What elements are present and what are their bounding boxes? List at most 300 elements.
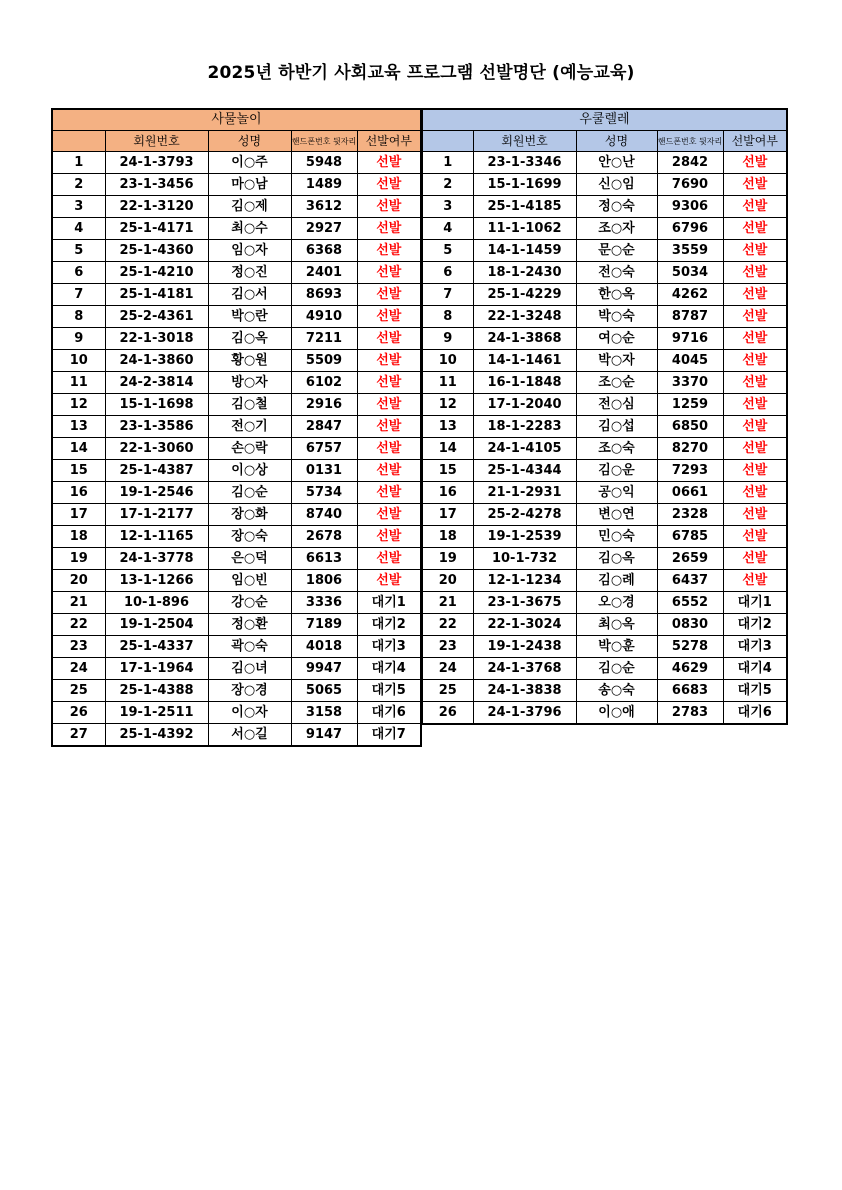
col-header-member-id: 회원번호	[105, 131, 208, 152]
table-row	[422, 570, 787, 592]
member-id: 22-1-3248	[473, 306, 576, 328]
table-row	[52, 240, 421, 262]
table-row	[52, 372, 421, 394]
table-row	[422, 394, 787, 416]
phone-last4: 2916	[291, 394, 357, 416]
table-row	[52, 548, 421, 570]
member-name: 박○자	[576, 350, 657, 372]
selection-status: 선발	[723, 284, 787, 306]
selection-status: 선발	[723, 328, 787, 350]
selection-status: 선발	[723, 372, 787, 394]
col-header-status: 선발여부	[357, 131, 421, 152]
row-index: 12	[422, 394, 473, 416]
member-name: 황○원	[208, 350, 291, 372]
selection-status: 선발	[723, 196, 787, 218]
selection-status: 대기5	[357, 680, 421, 702]
table-row	[422, 438, 787, 460]
member-id: 22-1-3018	[105, 328, 208, 350]
member-id: 24-2-3814	[105, 372, 208, 394]
member-id: 10-1-896	[105, 592, 208, 614]
selection-status: 선발	[357, 416, 421, 438]
member-name: 김○녀	[208, 658, 291, 680]
member-name: 김○례	[576, 570, 657, 592]
selection-status: 대기1	[723, 592, 787, 614]
column-header-row	[422, 131, 787, 152]
row-index: 4	[52, 218, 105, 240]
phone-last4: 3370	[657, 372, 723, 394]
table-row	[422, 658, 787, 680]
member-name: 오○경	[576, 592, 657, 614]
row-index: 10	[422, 350, 473, 372]
phone-last4: 2783	[657, 702, 723, 725]
row-index: 6	[52, 262, 105, 284]
member-id: 22-1-3120	[105, 196, 208, 218]
member-id: 22-1-3024	[473, 614, 576, 636]
row-index: 14	[52, 438, 105, 460]
member-id: 19-1-2511	[105, 702, 208, 724]
member-id: 24-1-3768	[473, 658, 576, 680]
phone-last4: 1806	[291, 570, 357, 592]
phone-last4: 2847	[291, 416, 357, 438]
phone-last4: 7189	[291, 614, 357, 636]
selection-status: 선발	[723, 548, 787, 570]
phone-last4: 8270	[657, 438, 723, 460]
row-index: 15	[52, 460, 105, 482]
row-index: 12	[52, 394, 105, 416]
row-index: 15	[422, 460, 473, 482]
phone-last4: 6102	[291, 372, 357, 394]
member-name: 이○상	[208, 460, 291, 482]
phone-last4: 6796	[657, 218, 723, 240]
phone-last4: 5948	[291, 152, 357, 174]
row-index: 18	[422, 526, 473, 548]
row-index: 24	[52, 658, 105, 680]
member-id: 12-1-1234	[473, 570, 576, 592]
row-index: 19	[422, 548, 473, 570]
selection-status: 선발	[357, 526, 421, 548]
table-row	[422, 350, 787, 372]
member-id: 23-1-3675	[473, 592, 576, 614]
phone-last4: 2328	[657, 504, 723, 526]
table-row	[52, 636, 421, 658]
row-index: 3	[52, 196, 105, 218]
phone-last4: 2842	[657, 152, 723, 174]
col-header-index	[52, 131, 105, 152]
selection-status: 선발	[723, 416, 787, 438]
selection-status: 선발	[357, 262, 421, 284]
member-name: 공○익	[576, 482, 657, 504]
member-name: 서○길	[208, 724, 291, 747]
member-id: 24-1-3793	[105, 152, 208, 174]
member-id: 25-2-4278	[473, 504, 576, 526]
member-id: 23-1-3456	[105, 174, 208, 196]
member-id: 24-1-3860	[105, 350, 208, 372]
member-name: 이○주	[208, 152, 291, 174]
member-name: 전○심	[576, 394, 657, 416]
phone-last4: 2401	[291, 262, 357, 284]
member-name: 곽○숙	[208, 636, 291, 658]
table-row	[422, 460, 787, 482]
member-name: 손○락	[208, 438, 291, 460]
row-index: 6	[422, 262, 473, 284]
selection-status: 선발	[357, 328, 421, 350]
table-row	[52, 526, 421, 548]
member-id: 25-2-4361	[105, 306, 208, 328]
selection-status: 선발	[723, 570, 787, 592]
member-id: 22-1-3060	[105, 438, 208, 460]
selection-status: 선발	[357, 460, 421, 482]
table-row	[52, 152, 421, 174]
table-row	[422, 504, 787, 526]
member-name: 김○운	[576, 460, 657, 482]
table-row	[422, 636, 787, 658]
phone-last4: 6437	[657, 570, 723, 592]
table-row	[52, 504, 421, 526]
phone-last4: 9147	[291, 724, 357, 747]
phone-last4: 4629	[657, 658, 723, 680]
phone-last4: 7690	[657, 174, 723, 196]
phone-last4: 0661	[657, 482, 723, 504]
row-index: 17	[52, 504, 105, 526]
member-name: 박○훈	[576, 636, 657, 658]
selection-status: 선발	[723, 306, 787, 328]
phone-last4: 6850	[657, 416, 723, 438]
col-header-index	[422, 131, 473, 152]
table-row	[52, 218, 421, 240]
row-index: 17	[422, 504, 473, 526]
member-id: 24-1-4105	[473, 438, 576, 460]
member-name: 박○숙	[576, 306, 657, 328]
group-title: 우쿨렐레	[422, 109, 787, 131]
member-name: 김○서	[208, 284, 291, 306]
row-index: 23	[52, 636, 105, 658]
member-name: 전○숙	[576, 262, 657, 284]
row-index: 26	[52, 702, 105, 724]
table-row	[422, 614, 787, 636]
row-index: 5	[52, 240, 105, 262]
phone-last4: 9306	[657, 196, 723, 218]
member-name: 은○덕	[208, 548, 291, 570]
member-id: 25-1-4337	[105, 636, 208, 658]
phone-last4: 8693	[291, 284, 357, 306]
group-header-row	[422, 109, 787, 131]
col-header-phone: 핸드폰번호 뒷자리	[291, 131, 357, 152]
row-index: 1	[422, 152, 473, 174]
member-id: 14-1-1461	[473, 350, 576, 372]
row-index: 21	[422, 592, 473, 614]
member-id: 18-1-2430	[473, 262, 576, 284]
member-name: 정○환	[208, 614, 291, 636]
table-row	[422, 680, 787, 702]
member-id: 18-1-2283	[473, 416, 576, 438]
member-id: 19-1-2438	[473, 636, 576, 658]
row-index: 7	[422, 284, 473, 306]
table-row	[52, 724, 421, 747]
phone-last4: 4018	[291, 636, 357, 658]
member-id: 25-1-4388	[105, 680, 208, 702]
table-row	[422, 372, 787, 394]
row-index: 2	[422, 174, 473, 196]
phone-last4: 2678	[291, 526, 357, 548]
member-name: 김○옥	[208, 328, 291, 350]
col-header-phone: 핸드폰번호 뒷자리	[657, 131, 723, 152]
member-name: 장○화	[208, 504, 291, 526]
member-name: 정○진	[208, 262, 291, 284]
member-name: 김○순	[208, 482, 291, 504]
phone-last4: 3559	[657, 240, 723, 262]
table-row	[422, 416, 787, 438]
row-index: 26	[422, 702, 473, 725]
selection-status: 대기4	[357, 658, 421, 680]
samulnori-table	[51, 108, 422, 747]
row-index: 14	[422, 438, 473, 460]
row-index: 5	[422, 240, 473, 262]
selection-status: 선발	[357, 548, 421, 570]
selection-status: 선발	[357, 350, 421, 372]
phone-last4: 1489	[291, 174, 357, 196]
phone-last4: 1259	[657, 394, 723, 416]
selection-status: 선발	[357, 174, 421, 196]
phone-last4: 6683	[657, 680, 723, 702]
table-row	[422, 174, 787, 196]
table-row	[422, 702, 787, 725]
member-id: 24-1-3838	[473, 680, 576, 702]
table-row	[422, 328, 787, 350]
member-id: 15-1-1699	[473, 174, 576, 196]
member-name: 강○순	[208, 592, 291, 614]
row-index: 3	[422, 196, 473, 218]
table-row	[52, 306, 421, 328]
member-id: 12-1-1165	[105, 526, 208, 548]
member-name: 장○숙	[208, 526, 291, 548]
selection-status: 선발	[357, 284, 421, 306]
col-header-name: 성명	[208, 131, 291, 152]
table-row	[52, 460, 421, 482]
row-index: 27	[52, 724, 105, 747]
member-name: 한○옥	[576, 284, 657, 306]
member-name: 김○제	[208, 196, 291, 218]
table-row	[52, 702, 421, 724]
member-id: 25-1-4210	[105, 262, 208, 284]
member-name: 민○숙	[576, 526, 657, 548]
row-index: 22	[52, 614, 105, 636]
phone-last4: 5065	[291, 680, 357, 702]
table-row	[422, 482, 787, 504]
member-name: 조○순	[576, 372, 657, 394]
selection-status: 선발	[357, 306, 421, 328]
member-id: 10-1-732	[473, 548, 576, 570]
member-name: 임○자	[208, 240, 291, 262]
member-id: 17-1-2177	[105, 504, 208, 526]
col-header-status: 선발여부	[723, 131, 787, 152]
table-row	[52, 262, 421, 284]
member-name: 김○철	[208, 394, 291, 416]
row-index: 8	[422, 306, 473, 328]
selection-status: 대기3	[723, 636, 787, 658]
selection-status: 선발	[723, 262, 787, 284]
row-index: 19	[52, 548, 105, 570]
row-index: 20	[52, 570, 105, 592]
selection-status: 선발	[723, 152, 787, 174]
member-id: 19-1-2546	[105, 482, 208, 504]
row-index: 23	[422, 636, 473, 658]
member-id: 17-1-1964	[105, 658, 208, 680]
row-index: 10	[52, 350, 105, 372]
row-index: 22	[422, 614, 473, 636]
phone-last4: 4045	[657, 350, 723, 372]
selection-status: 선발	[723, 174, 787, 196]
member-id: 17-1-2040	[473, 394, 576, 416]
member-id: 25-1-4185	[473, 196, 576, 218]
member-id: 25-1-4392	[105, 724, 208, 747]
member-name: 정○숙	[576, 196, 657, 218]
member-name: 여○순	[576, 328, 657, 350]
phone-last4: 5734	[291, 482, 357, 504]
selection-status: 대기6	[723, 702, 787, 725]
member-name: 장○경	[208, 680, 291, 702]
selection-status: 대기2	[357, 614, 421, 636]
member-id: 25-1-4181	[105, 284, 208, 306]
member-id: 13-1-1266	[105, 570, 208, 592]
row-index: 24	[422, 658, 473, 680]
row-index: 8	[52, 306, 105, 328]
member-name: 안○난	[576, 152, 657, 174]
table-row	[422, 152, 787, 174]
table-row	[422, 306, 787, 328]
table-row	[52, 350, 421, 372]
page-title: 2025년 하반기 사회교육 프로그램 선발명단 (예능교육)	[207, 63, 635, 83]
table-row	[52, 284, 421, 306]
selection-status: 선발	[357, 372, 421, 394]
member-id: 16-1-1848	[473, 372, 576, 394]
ukulele-table	[421, 108, 788, 725]
row-index: 4	[422, 218, 473, 240]
member-id: 19-1-2504	[105, 614, 208, 636]
row-index: 21	[52, 592, 105, 614]
phone-last4: 2659	[657, 548, 723, 570]
phone-last4: 5278	[657, 636, 723, 658]
selection-status: 선발	[357, 240, 421, 262]
phone-last4: 5509	[291, 350, 357, 372]
selection-status: 선발	[357, 152, 421, 174]
row-index: 18	[52, 526, 105, 548]
selection-status: 선발	[357, 218, 421, 240]
member-id: 14-1-1459	[473, 240, 576, 262]
member-id: 11-1-1062	[473, 218, 576, 240]
member-id: 15-1-1698	[105, 394, 208, 416]
row-index: 16	[52, 482, 105, 504]
member-id: 23-1-3586	[105, 416, 208, 438]
phone-last4: 3336	[291, 592, 357, 614]
table-row	[422, 218, 787, 240]
table-row	[52, 196, 421, 218]
member-name: 전○기	[208, 416, 291, 438]
phone-last4: 9947	[291, 658, 357, 680]
selection-status: 대기4	[723, 658, 787, 680]
row-index: 9	[52, 328, 105, 350]
row-index: 11	[422, 372, 473, 394]
row-index: 11	[52, 372, 105, 394]
member-id: 25-1-4344	[473, 460, 576, 482]
member-name: 신○임	[576, 174, 657, 196]
selection-status: 선발	[723, 240, 787, 262]
member-name: 최○옥	[576, 614, 657, 636]
phone-last4: 9716	[657, 328, 723, 350]
selection-status: 선발	[723, 350, 787, 372]
selection-status: 선발	[357, 482, 421, 504]
col-header-member-id: 회원번호	[473, 131, 576, 152]
row-index: 9	[422, 328, 473, 350]
phone-last4: 6552	[657, 592, 723, 614]
row-index: 25	[52, 680, 105, 702]
col-header-name: 성명	[576, 131, 657, 152]
table-row	[422, 196, 787, 218]
selection-status: 선발	[723, 394, 787, 416]
member-name: 김○순	[576, 658, 657, 680]
member-name: 최○수	[208, 218, 291, 240]
member-name: 조○자	[576, 218, 657, 240]
selection-status: 선발	[357, 438, 421, 460]
table-row	[422, 548, 787, 570]
group-title: 사물놀이	[52, 109, 421, 131]
selection-status: 선발	[723, 526, 787, 548]
selection-status: 선발	[723, 218, 787, 240]
group-header-row	[52, 109, 421, 131]
row-index: 13	[422, 416, 473, 438]
member-name: 조○숙	[576, 438, 657, 460]
table-row	[52, 592, 421, 614]
selection-status: 대기6	[357, 702, 421, 724]
table-row	[52, 658, 421, 680]
phone-last4: 4262	[657, 284, 723, 306]
phone-last4: 0131	[291, 460, 357, 482]
phone-last4: 7211	[291, 328, 357, 350]
phone-last4: 6757	[291, 438, 357, 460]
table-row	[52, 438, 421, 460]
phone-last4: 4910	[291, 306, 357, 328]
member-id: 25-1-4171	[105, 218, 208, 240]
member-id: 21-1-2931	[473, 482, 576, 504]
member-name: 임○빈	[208, 570, 291, 592]
phone-last4: 8787	[657, 306, 723, 328]
selection-status: 선발	[723, 482, 787, 504]
member-name: 이○애	[576, 702, 657, 725]
member-name: 마○남	[208, 174, 291, 196]
phone-last4: 0830	[657, 614, 723, 636]
table-row	[422, 240, 787, 262]
table-row	[422, 284, 787, 306]
row-index: 25	[422, 680, 473, 702]
table-row	[422, 592, 787, 614]
member-name: 김○옥	[576, 548, 657, 570]
selection-status: 선발	[723, 504, 787, 526]
table-row	[52, 680, 421, 702]
selection-status: 선발	[357, 196, 421, 218]
table-row	[52, 482, 421, 504]
member-id: 25-1-4360	[105, 240, 208, 262]
selection-status: 선발	[357, 570, 421, 592]
row-index: 7	[52, 284, 105, 306]
selection-status: 선발	[357, 504, 421, 526]
column-header-row	[52, 131, 421, 152]
table-row	[422, 262, 787, 284]
member-name: 박○란	[208, 306, 291, 328]
selection-status: 선발	[723, 438, 787, 460]
row-index: 13	[52, 416, 105, 438]
row-index: 2	[52, 174, 105, 196]
phone-last4: 2927	[291, 218, 357, 240]
member-name: 변○연	[576, 504, 657, 526]
